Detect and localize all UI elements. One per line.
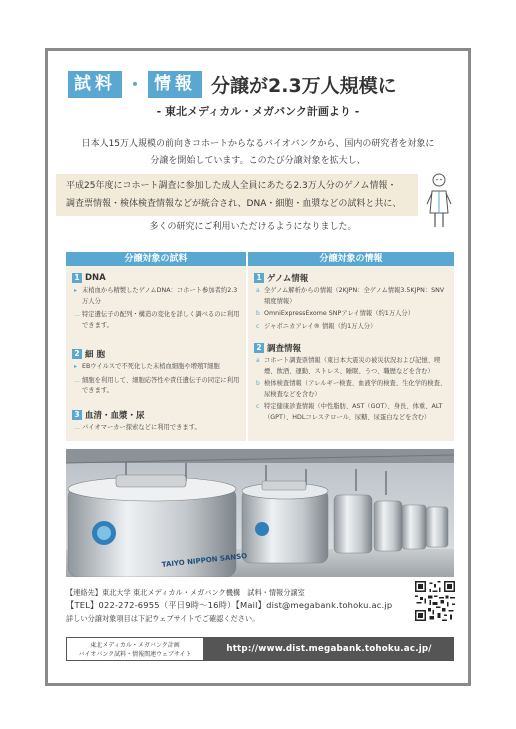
intro-text [66, 136, 450, 170]
tank-label: TAIYO NIPPON SANSO [161, 552, 248, 569]
tag-information: 情報 [148, 71, 202, 98]
contact-line-1: 【連絡先】東北大学 東北メディカル・メガバンク機構 試料・情報分譲室 [66, 588, 305, 597]
samples-section-cells [72, 348, 242, 397]
storage-tanks-photo [66, 449, 454, 577]
flyer-frame [45, 48, 471, 686]
section-title: 細 胞 [85, 350, 105, 360]
qr-code[interactable] [415, 581, 455, 621]
samples-table [66, 252, 246, 441]
list-item: … 特定遺伝子の配列・構造の変化を詳しく調べるのに利用できます。 [74, 311, 240, 329]
tag-samples: 試料 [68, 71, 122, 98]
info-heading: 分譲対象の情報 [248, 252, 454, 266]
section-number: 3 [72, 410, 82, 420]
section-number: 2 [254, 343, 264, 353]
info-section-genome [254, 272, 450, 332]
section-number: 2 [72, 349, 82, 359]
list-item: … 細胞を利用して、細胞応答性や責任遺伝子の同定に利用できます。 [74, 376, 240, 394]
researcher-illustration [424, 171, 454, 231]
list-item: a コホート調査票情報（東日本大震災の被災状況および記憶、喫煙、飲酒、運動、ストレス、睡眠、うつ、職歴などを含む） [256, 357, 441, 375]
contact-line-3: 詳しい分譲対象項目は下記ウェブサイトでご確認ください。 [66, 614, 260, 623]
samples-section-serum [72, 409, 242, 434]
list-item: c 特定健康診査情報（中性脂肪、AST（GOT）、身長、体重、ALT（GPT）、HDLコレステロール、尿糖、尿蛋白などを含む） [256, 403, 443, 421]
list-item: b OmniExpressExome SNPアレイ情報（約1万人分） [256, 310, 415, 317]
section-title: DNA [85, 273, 106, 283]
highlight-line-2: 調査票情報・検体検査情報などが統合され、DNA・細胞・血漿などの試料と共に、 [66, 199, 402, 209]
samples-heading: 分譲対象の試料 [66, 252, 246, 266]
highlight-box [56, 174, 418, 216]
website-caption [66, 637, 204, 661]
info-table [248, 252, 454, 441]
subtitle: - 東北メディカル・メガバンク計画より - [156, 105, 360, 118]
intro-line-3: 多くの研究にご利用いただけるようになりました。 [149, 222, 357, 232]
website-caption-line-1: 東北メディカル・メガバンク計画 [90, 642, 180, 649]
section-title: 血清・血漿・尿 [85, 411, 145, 421]
headline: 分譲が2.3万人規模に [211, 74, 397, 97]
list-item: c ジャポニカアレイ® 情報（約1万人分） [256, 322, 377, 330]
list-item: a 全ゲノム解析からの情報（2KJPN：全ゲノム情報3.5KJPN：SNV頻度情報） [256, 287, 445, 305]
list-item: … バイオマーカー探索などに利用できます。 [74, 424, 201, 431]
contact-info [66, 586, 404, 625]
samples-section-dna [72, 272, 242, 331]
intro-line-2: 分譲を開始しています。このたび分譲対象を拡大し、 [150, 156, 366, 166]
website-caption-line-2: バイオバンク試料・情報関連ウェブサイト [78, 651, 192, 658]
title-separator: ・ [126, 75, 144, 96]
website-url-link[interactable]: http://www.dist.megabank.tohoku.ac.jp/ [204, 637, 454, 661]
info-section-survey [254, 342, 450, 423]
section-title: ゲノム情報 [267, 274, 309, 284]
intro-line-1: 日本人15万人規模の前向きコホートからなるバイオバンクから、国内の研究者を対象に [81, 139, 435, 149]
website-bar [66, 637, 454, 661]
section-number: 1 [72, 273, 82, 283]
section-title: 調査情報 [267, 344, 302, 354]
highlight-line-1: 平成25年度にコホート調査に参加した成人全員にあたる2.3万人分のゲノム情報・ [66, 181, 397, 191]
title-row [68, 69, 454, 99]
list-item: ▸ EBウイルスで不死化した末梢血細胞や増殖T細胞 [74, 363, 220, 370]
section-number: 1 [254, 273, 264, 283]
list-item: b 検体検査情報（アレルギー検査、血液学的検査、生化学的検査、尿検査などを含む） [256, 380, 447, 398]
contact-line-2: 【TEL】022-272-6955（平日9時〜16時）【Mail】dist@megabank.tohoku.ac.jp [66, 600, 393, 610]
list-item: ▸ 末梢血から精製したゲノムDNA：コホート参加者約2.3万人分 [74, 287, 238, 305]
